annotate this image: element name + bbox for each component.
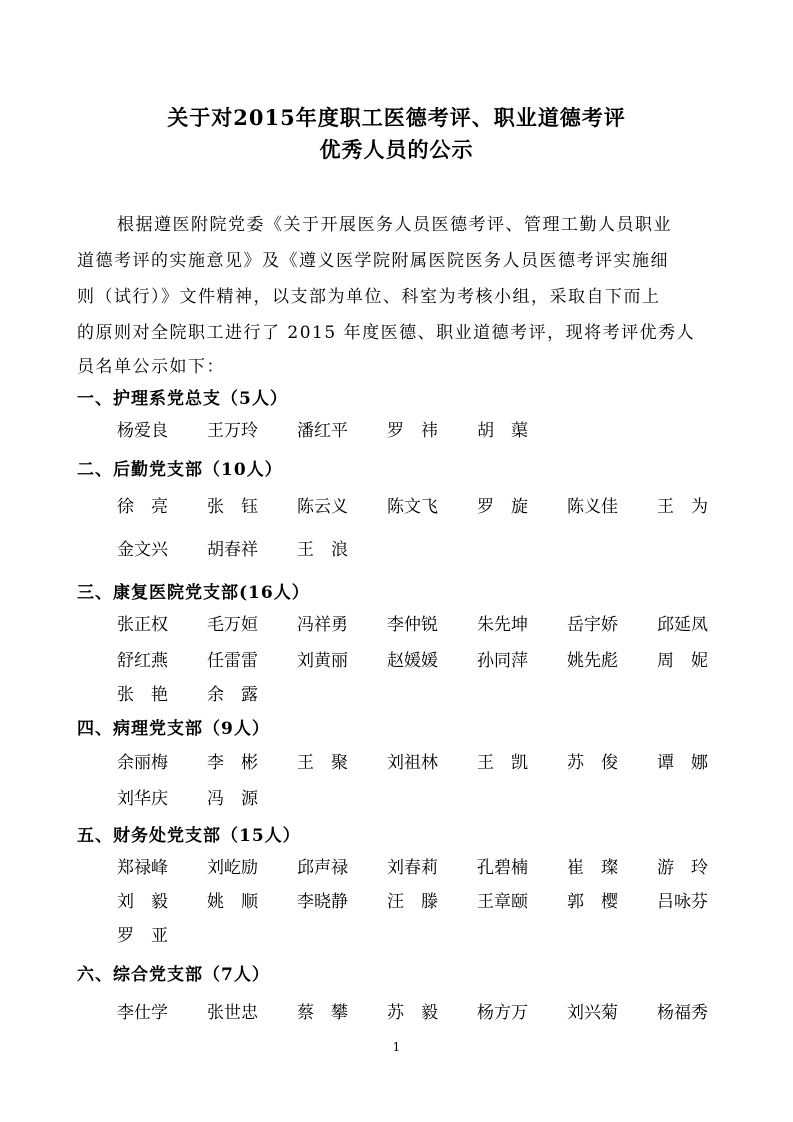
person-name: 周 妮 (657, 651, 708, 671)
person-name: 潘红平 (297, 421, 348, 441)
person-name: 王万玲 (207, 421, 258, 441)
page-number: 1 (392, 1040, 401, 1054)
name-row (117, 748, 737, 772)
person-name: 杨福秀 (657, 1003, 708, 1023)
person-name: 陈文飞 (387, 497, 438, 517)
person-name: 刘春莉 (387, 858, 438, 878)
person-name: 刘兴菊 (567, 1003, 618, 1023)
name-row (117, 998, 737, 1022)
person-name: 任雷雷 (207, 651, 258, 671)
person-name: 郭 樱 (567, 892, 618, 912)
person-name: 孙同萍 (477, 651, 528, 671)
section-heading: 一、护理系党总支（5人） (77, 389, 288, 409)
person-name: 王 为 (657, 497, 708, 517)
person-name: 赵媛媛 (387, 651, 438, 671)
person-name: 金文兴 (117, 540, 168, 560)
person-name: 余丽梅 (117, 753, 168, 773)
person-name: 刘屹励 (207, 858, 258, 878)
person-name: 张正权 (117, 615, 168, 635)
person-name: 朱先坤 (477, 615, 528, 635)
name-row (117, 887, 737, 911)
intro-line: 的原则对全院职工进行了 2015 年度医德、职业道德考评，现将考评优秀人 (77, 323, 696, 343)
person-name: 冯 源 (207, 789, 258, 809)
section-heading: 三、康复医院党支部(16人） (77, 583, 310, 603)
person-name: 蔡 攀 (297, 1003, 348, 1023)
person-name: 郑禄峰 (117, 858, 168, 878)
person-name: 余 露 (207, 685, 258, 705)
person-name: 王章颐 (477, 892, 528, 912)
person-name: 刘 毅 (117, 892, 168, 912)
person-name: 李仲锐 (387, 615, 438, 635)
person-name: 苏 俊 (567, 753, 618, 773)
intro-line: 道德考评的实施意见》及《遵义医学院附属医院医务人员医德考评实施细 (77, 251, 669, 271)
name-row (117, 853, 737, 877)
name-row (117, 535, 737, 559)
person-name: 杨方万 (477, 1003, 528, 1023)
person-name: 姚先彪 (567, 651, 618, 671)
person-name: 舒红燕 (117, 651, 168, 671)
person-name: 徐 亮 (117, 497, 168, 517)
person-name: 邱声禄 (297, 858, 348, 878)
person-name: 杨爱良 (117, 421, 168, 441)
section-heading: 五、财务处党支部（15人） (77, 826, 301, 846)
intro-line: 则（试行）》文件精神，以支部为单位、科室为考核小组，采取自下而上 (77, 287, 661, 307)
person-name: 刘华庆 (117, 789, 168, 809)
intro-line: 根据遵医附院党委《关于开展医务人员医德考评、管理工勤人员职业 (117, 215, 672, 235)
person-name: 李仕学 (117, 1003, 168, 1023)
person-name: 游 玲 (657, 858, 708, 878)
person-name: 陈义佳 (567, 497, 618, 517)
intro-line: 员名单公示如下： (77, 357, 225, 377)
person-name: 姚 顺 (207, 892, 258, 912)
name-row (117, 610, 737, 634)
person-name: 张世忠 (207, 1003, 258, 1023)
name-row (117, 680, 737, 704)
person-name: 汪 滕 (387, 892, 438, 912)
person-name: 刘祖林 (387, 753, 438, 773)
person-name: 胡 蕖 (477, 421, 528, 441)
person-name: 王 聚 (297, 753, 348, 773)
person-name: 孔碧楠 (477, 858, 528, 878)
person-name: 罗 亚 (117, 926, 168, 946)
name-row (117, 921, 737, 945)
name-row (117, 416, 737, 440)
person-name: 刘黄丽 (297, 651, 348, 671)
name-row (117, 492, 737, 516)
person-name: 毛万姮 (207, 615, 258, 635)
person-name: 苏 毅 (387, 1003, 438, 1023)
document-title-line-2: 优秀人员的公示 (319, 137, 474, 162)
person-name: 吕咏芬 (657, 892, 708, 912)
section-heading: 六、综合党支部（7人） (77, 965, 270, 985)
person-name: 王 浪 (297, 540, 348, 560)
section-heading: 四、病理党支部（9人） (77, 719, 270, 739)
person-name: 冯祥勇 (297, 615, 348, 635)
person-name: 李晓静 (297, 892, 348, 912)
person-name: 邱延凤 (657, 615, 708, 635)
person-name: 胡春祥 (207, 540, 258, 560)
person-name: 张 钰 (207, 497, 258, 517)
document-title-line-1: 关于对2015年度职工医德考评、职业道德考评 (167, 105, 626, 130)
person-name: 罗 旋 (477, 497, 528, 517)
person-name: 罗 祎 (387, 421, 438, 441)
person-name: 李 彬 (207, 753, 258, 773)
person-name: 陈云义 (297, 497, 348, 517)
name-row (117, 646, 737, 670)
person-name: 谭 娜 (657, 753, 708, 773)
person-name: 岳宇娇 (567, 615, 618, 635)
person-name: 王 凯 (477, 753, 528, 773)
person-name: 张 艳 (117, 685, 168, 705)
name-row (117, 784, 737, 808)
section-heading: 二、后勤党支部（10人） (77, 460, 283, 480)
person-name: 崔 璨 (567, 858, 618, 878)
